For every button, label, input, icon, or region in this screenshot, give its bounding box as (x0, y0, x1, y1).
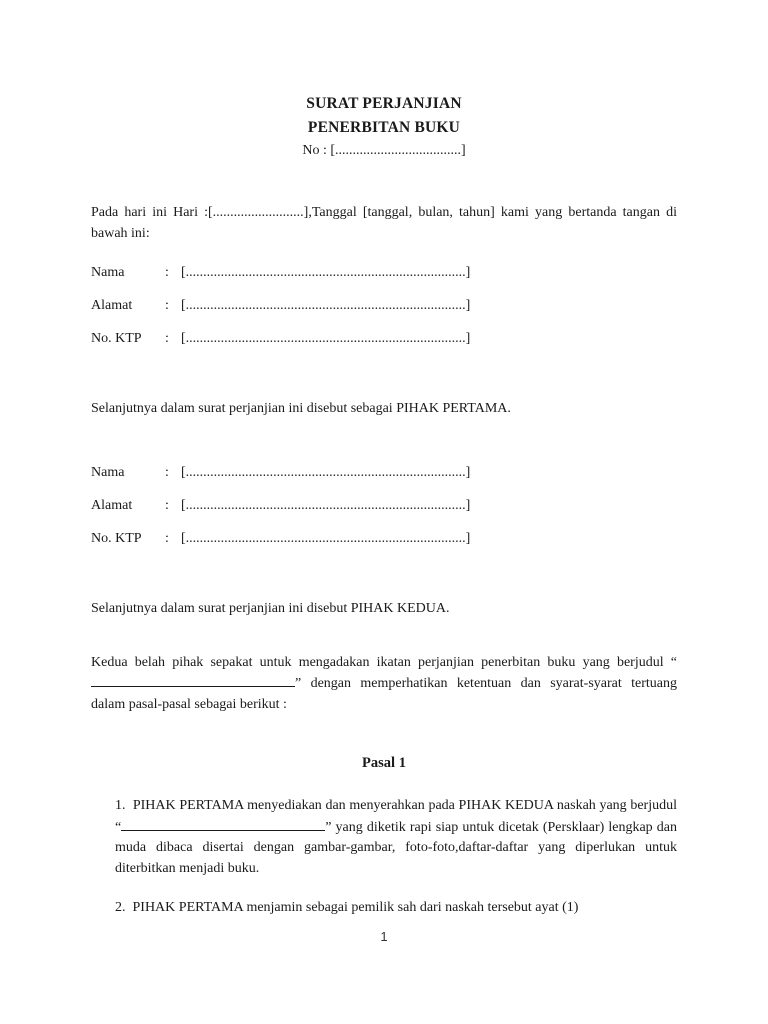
field-label: Nama (91, 265, 125, 280)
field-colon: : (165, 465, 169, 480)
field-colon: : (165, 298, 169, 313)
field-value: [................................................................................] (181, 498, 471, 513)
field-colon: : (165, 498, 169, 513)
field-value: [................................................................................] (181, 298, 471, 313)
agreement-text-part1: Kedua belah pihak sepakat untuk mengadakan ikatan perjanjian penerbitan buku yang berjudul “ (91, 655, 677, 670)
document-number: No : [....................................] (302, 143, 466, 158)
field-colon: : (165, 265, 169, 280)
party2-designation: Selanjutnya dalam surat perjanjian ini disebut PIHAK KEDUA. (91, 601, 450, 616)
pasal1-item1 (115, 796, 677, 879)
field-label: Alamat (91, 498, 133, 513)
item1-text-part1: PIHAK PERTAMA menyediakan dan menyerahkan pada PIHAK KEDUA naskah yang berjudul “ (115, 798, 678, 835)
pasal-1-heading: Pasal 1 (362, 755, 406, 771)
document-title-line1: SURAT PERJANJIAN (306, 95, 462, 112)
item-number: 2. (115, 900, 126, 915)
field-value: [................................................................................] (181, 465, 471, 480)
item-number: 1. (115, 798, 126, 813)
field-value: [................................................................................] (181, 531, 471, 546)
document-title-line2: PENERBITAN BUKU (307, 119, 461, 136)
party1-designation: Selanjutnya dalam surat perjanjian ini disebut sebagai PIHAK PERTAMA. (91, 401, 511, 416)
item1-text-part2: ” yang diketik rapi siap untuk dicetak (Persklaar) lengkap dan muda dibaca disertai dengan gambar-gambar, foto-foto,daftar-daftar yang diperlukan untuk diterbitkan menjadi buku. (115, 819, 677, 876)
item2-text: PIHAK PERTAMA menjamin sebagai pemilik sah dari naskah tersebut ayat (1) (132, 900, 579, 915)
field-colon: : (165, 531, 169, 546)
field-label: No. KTP (91, 331, 142, 346)
manuscript-title-blank (121, 817, 325, 831)
field-value: [................................................................................] (181, 265, 471, 280)
field-label: Alamat (91, 298, 133, 313)
field-label: No. KTP (91, 531, 142, 546)
field-value: [................................................................................] (181, 331, 471, 346)
field-colon: : (165, 331, 169, 346)
pasal1-item2 (115, 898, 677, 919)
page-number: 1 (380, 929, 388, 944)
agreement-text-part2: ” dengan memperhatikan ketentuan dan syarat-syarat tertuang dalam pasal-pasal sebagai berikut : (91, 676, 677, 712)
agreement-paragraph (91, 652, 677, 715)
intro-paragraph: Pada hari ini Hari :[..........................],Tanggal [tanggal, bulan, tahun] kami yang bertanda tangan di bawah ini: (91, 205, 677, 241)
field-label: Nama (91, 465, 125, 480)
book-title-blank (91, 673, 295, 687)
